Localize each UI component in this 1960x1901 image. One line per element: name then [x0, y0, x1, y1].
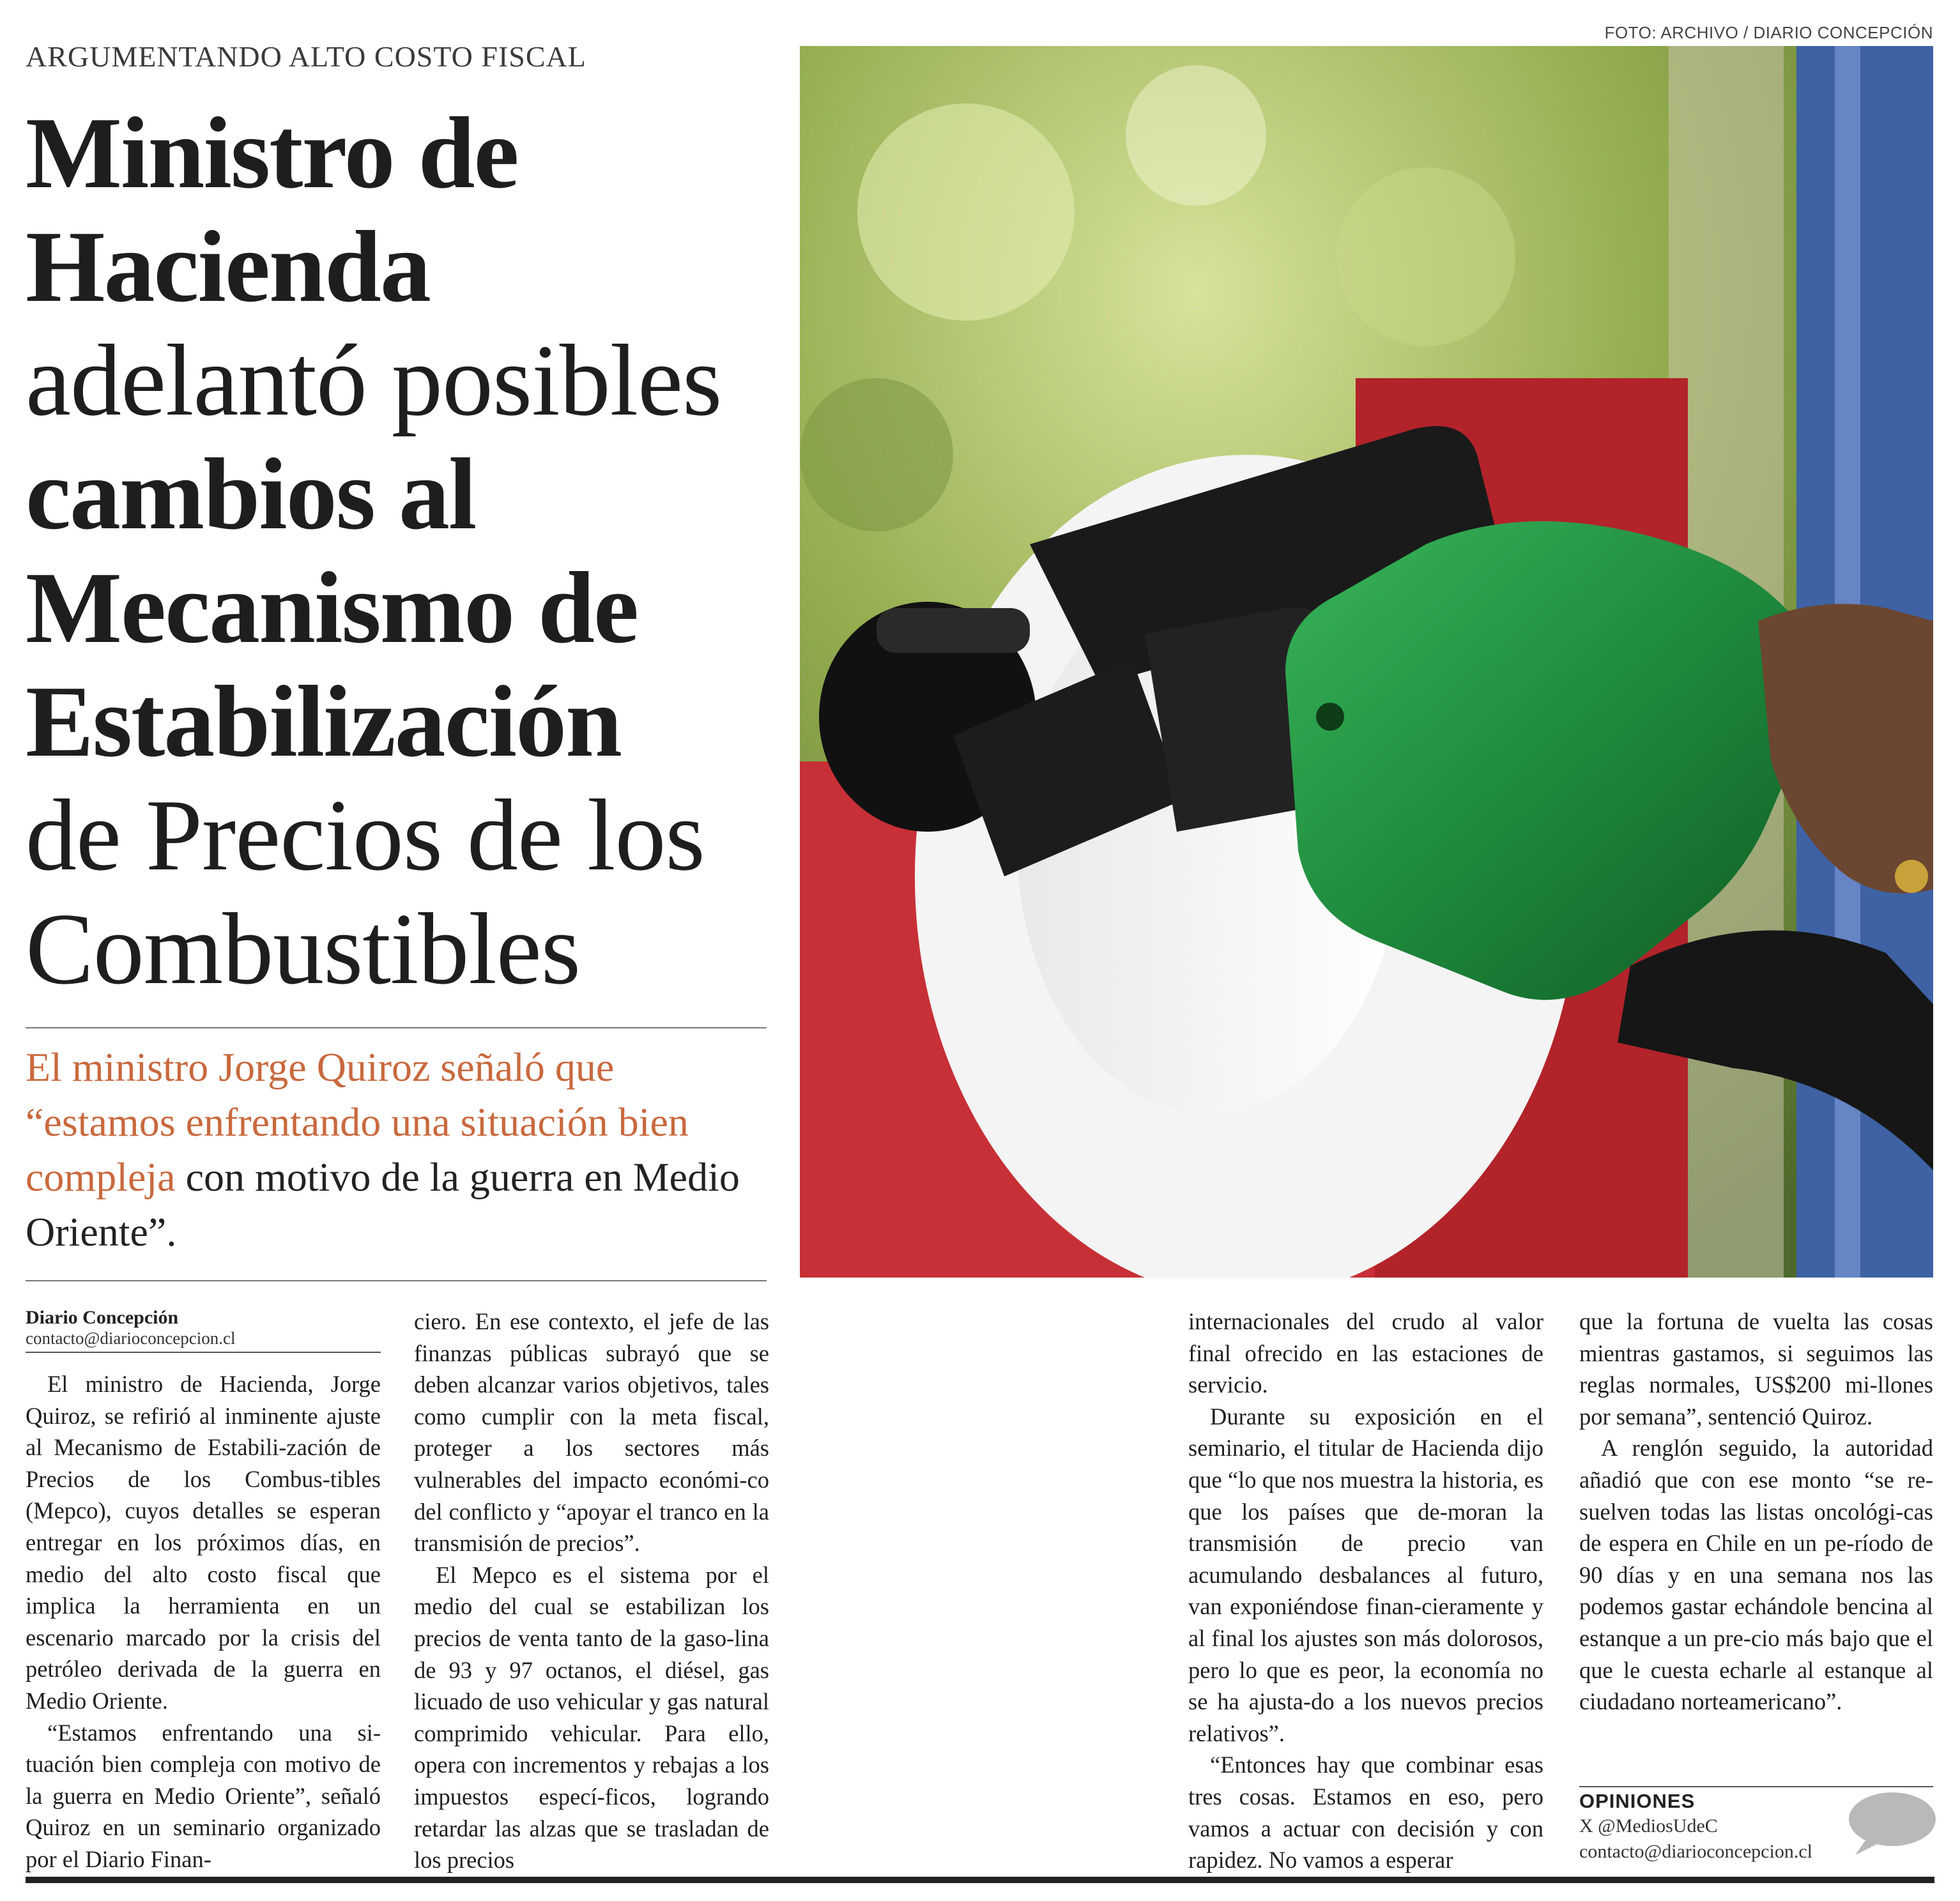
opinions-divider	[1579, 1786, 1933, 1787]
byline-name: Diario Concepción	[26, 1307, 179, 1328]
col3-paragraph-1: internacionales del crudo al valor final ofrecido en las estaciones de servicio.	[1188, 1308, 1543, 1398]
byline-email[interactable]: contacto@diarioconcepcion.cl	[26, 1329, 236, 1348]
col1-paragraph-2: “Estamos enfrentando una si-tuación bien compleja con motivo de la guerra en Medio Oriente”, señaló Quiroz en un seminario organizado por el Diario Finan-	[26, 1719, 381, 1872]
photo-credit: FOTO: ARCHIVO / DIARIO CONCEPCIÓN	[1604, 23, 1933, 42]
headline-line-2: Hacienda	[26, 210, 430, 323]
opinions-email[interactable]: contacto@diarioconcepcion.cl	[1579, 1841, 1812, 1862]
lead-rest-text: con motivo de la guerra en Medio Oriente”.	[26, 1154, 740, 1255]
speech-bubble-icon	[1841, 1789, 1937, 1859]
lead-top-divider	[26, 1027, 767, 1028]
fuel-nozzle-photo	[800, 46, 1933, 1278]
headline-line-5: Mecanismo de	[26, 551, 638, 664]
fuel-nozzle-illustration	[800, 46, 1933, 1278]
col3-paragraph-2: Durante su exposición en el seminario, el titular de Hacienda dijo que “lo que nos muestra la historia, es que los países que de-moran la transmisión de precio van acumulando desbalances al futuro, van exponiéndose finan-cieramente y al final los ajustes son más dolorosos, pero lo que es peor, la economía no se ha ajusta-do a los nuevos precios relativos”.	[1188, 1403, 1543, 1746]
headline-line-6: Estabilización	[26, 664, 622, 778]
col3-paragraph-3: “Entonces hay que combinar esas tres cosas. Estamos en eso, pero vamos a actuar con decisión y con rapidez. No vamos a esperar	[1188, 1752, 1543, 1874]
body-column-4	[1579, 1306, 1933, 1718]
col2-paragraph-1: ciero. En ese contexto, el jefe de las finanzas públicas subrayó que se deben alcanzar varios objetivos, tales como cumplir con la meta fiscal, proteger a los sectores más vulnerables del impacto económi-co del conflicto y “apoyar el tranco en la transmisión de precios”.	[414, 1308, 769, 1557]
headline-line-4: cambios al	[26, 437, 476, 551]
col4-paragraph-1: que la fortuna de vuelta las cosas mientras gastamos, si seguimos las reglas normales, US$200 mi-llones por semana”, sentenció Quiroz.	[1579, 1308, 1933, 1430]
page-bottom-rule	[26, 1877, 1934, 1883]
headline-line-3: adelantó posibles	[26, 323, 722, 437]
body-column-1	[26, 1368, 381, 1875]
article-headline	[26, 96, 779, 1005]
article-kicker: ARGUMENTANDO ALTO COSTO FISCAL	[26, 40, 586, 73]
headline-line-8: Combustibles	[26, 892, 581, 1005]
lead-bottom-divider	[26, 1280, 767, 1281]
opinions-title: OPINIONES	[1579, 1790, 1696, 1812]
col2-paragraph-2: El Mepco es el sistema por el medio del cual se estabilizan los precios de venta tanto de la gaso-lina de 93 y 97 octanos, el diésel, gas licuado de uso vehicular y gas natural comprimido vehicular. Para ello, opera con incrementos y rebajas a los impuestos especí-ficos, logrando retardar las alzas que se trasladan de los precios	[414, 1561, 769, 1874]
body-column-3	[1188, 1306, 1543, 1876]
opinions-handle[interactable]: X @MediosUdeC	[1579, 1815, 1718, 1836]
headline-line-1: Ministro de	[26, 96, 518, 210]
body-column-2	[414, 1306, 769, 1876]
col4-paragraph-2: A renglón seguido, la autoridad añadió que con ese monto “se re-suelven todas las listas oncológi-cas de espera en Chile en un pe-ríodo de 90 días y en una semana nos las podemos gastar echándole bencina al estanque a un pre-cio más bajo que el que le cuesta echarle al estanque al ciudadano norteamericano”.	[1579, 1435, 1933, 1715]
headline-line-7: de Precios de los	[26, 778, 705, 892]
byline-divider	[26, 1352, 381, 1353]
article-lead	[26, 1040, 767, 1260]
col1-paragraph-1: El ministro de Hacienda, Jorge Quiroz, se refirió al inminente ajuste al Mecanismo de Estabili-zación de Precios de los Combus-tibles (Mepco), cuyos detalles se esperan entregar en los próximos días, en medio del alto costo fiscal que implica la herramienta en un escenario marcado por la crisis del petróleo derivada de la guerra en Medio Oriente.	[26, 1371, 381, 1714]
lead-accent-text: El ministro Jorge Quiroz señaló que “estamos enfrentando una situación bien compleja	[26, 1044, 689, 1200]
